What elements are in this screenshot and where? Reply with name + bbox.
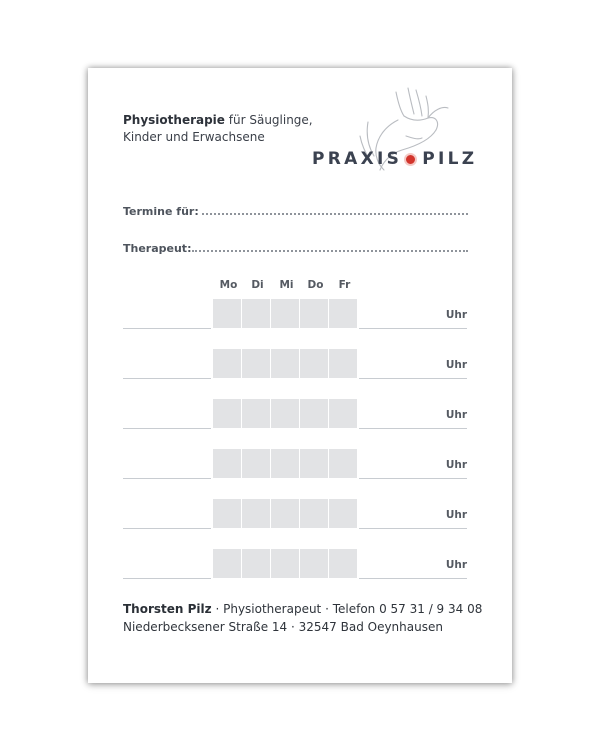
day-box-mo[interactable]	[213, 399, 241, 428]
appointment-row	[123, 299, 467, 329]
appointment-row	[123, 349, 467, 379]
footer-line1	[123, 602, 482, 616]
uhr-label: Uhr	[445, 509, 467, 521]
day-box-di[interactable]	[242, 299, 270, 328]
uhr-label: Uhr	[445, 459, 467, 471]
logo-dot	[404, 153, 417, 166]
uhr-label: Uhr	[445, 409, 467, 421]
time-write-line[interactable]	[359, 428, 467, 429]
uhr-label: Uhr	[445, 309, 467, 321]
footer-address: Niederbecksener Straße 14 · 32547 Bad Oeynhausen	[123, 620, 443, 634]
date-write-line[interactable]	[123, 478, 211, 479]
day-box-mi[interactable]	[271, 399, 299, 428]
appointment-row	[123, 499, 467, 529]
day-box-do[interactable]	[300, 349, 328, 378]
appointment-row	[123, 549, 467, 579]
day-box-fr[interactable]	[329, 349, 357, 378]
day-box-do[interactable]	[300, 499, 328, 528]
day-box-mi[interactable]	[271, 549, 299, 578]
day-header-mi: Mi	[279, 279, 294, 291]
appointment-card	[88, 68, 512, 683]
day-header-di: Di	[251, 279, 264, 291]
day-box-mi[interactable]	[271, 499, 299, 528]
date-write-line[interactable]	[123, 428, 211, 429]
date-write-line[interactable]	[123, 528, 211, 529]
logo-wordmark	[312, 148, 477, 170]
day-box-fr[interactable]	[329, 449, 357, 478]
logo-word2: PILZ	[422, 149, 478, 169]
time-write-line[interactable]	[359, 578, 467, 579]
appointment-row	[123, 449, 467, 479]
day-box-di[interactable]	[242, 499, 270, 528]
day-box-mi[interactable]	[271, 349, 299, 378]
day-box-fr[interactable]	[329, 299, 357, 328]
day-header-fr: Fr	[338, 279, 351, 291]
time-write-line[interactable]	[359, 378, 467, 379]
day-box-do[interactable]	[300, 299, 328, 328]
day-box-do[interactable]	[300, 449, 328, 478]
day-box-mi[interactable]	[271, 299, 299, 328]
appointment-row	[123, 399, 467, 429]
footer-name: Thorsten Pilz	[123, 602, 212, 616]
day-header-do: Do	[307, 279, 324, 291]
day-box-mo[interactable]	[213, 349, 241, 378]
termine-dotted-line[interactable]	[202, 213, 468, 215]
day-box-mi[interactable]	[271, 449, 299, 478]
day-box-fr[interactable]	[329, 399, 357, 428]
day-box-mo[interactable]	[213, 449, 241, 478]
tagline-rest: für Säuglinge,	[228, 113, 313, 127]
day-box-mo[interactable]	[213, 549, 241, 578]
time-write-line[interactable]	[359, 328, 467, 329]
day-box-di[interactable]	[242, 549, 270, 578]
day-box-do[interactable]	[300, 549, 328, 578]
uhr-label: Uhr	[445, 359, 467, 371]
date-write-line[interactable]	[123, 328, 211, 329]
tagline	[123, 113, 313, 127]
tagline-bold: Physiotherapie	[123, 113, 225, 127]
therapeut-label: Therapeut:	[123, 242, 192, 255]
date-write-line[interactable]	[123, 378, 211, 379]
day-box-di[interactable]	[242, 399, 270, 428]
day-header-mo: Mo	[219, 279, 238, 291]
logo-word1: PRAXIS	[312, 149, 403, 169]
uhr-label: Uhr	[445, 559, 467, 571]
day-box-di[interactable]	[242, 449, 270, 478]
date-write-line[interactable]	[123, 578, 211, 579]
day-box-fr[interactable]	[329, 499, 357, 528]
day-box-do[interactable]	[300, 399, 328, 428]
day-box-fr[interactable]	[329, 549, 357, 578]
day-box-mo[interactable]	[213, 299, 241, 328]
day-box-mo[interactable]	[213, 499, 241, 528]
footer-details: · Physiotherapeut · Telefon 0 57 31 / 9 34 08	[215, 602, 483, 616]
time-write-line[interactable]	[359, 528, 467, 529]
tagline-line2: Kinder und Erwachsene	[123, 130, 265, 144]
termine-label: Termine für:	[123, 205, 199, 218]
therapeut-dotted-line[interactable]	[192, 250, 468, 252]
time-write-line[interactable]	[359, 478, 467, 479]
day-box-di[interactable]	[242, 349, 270, 378]
